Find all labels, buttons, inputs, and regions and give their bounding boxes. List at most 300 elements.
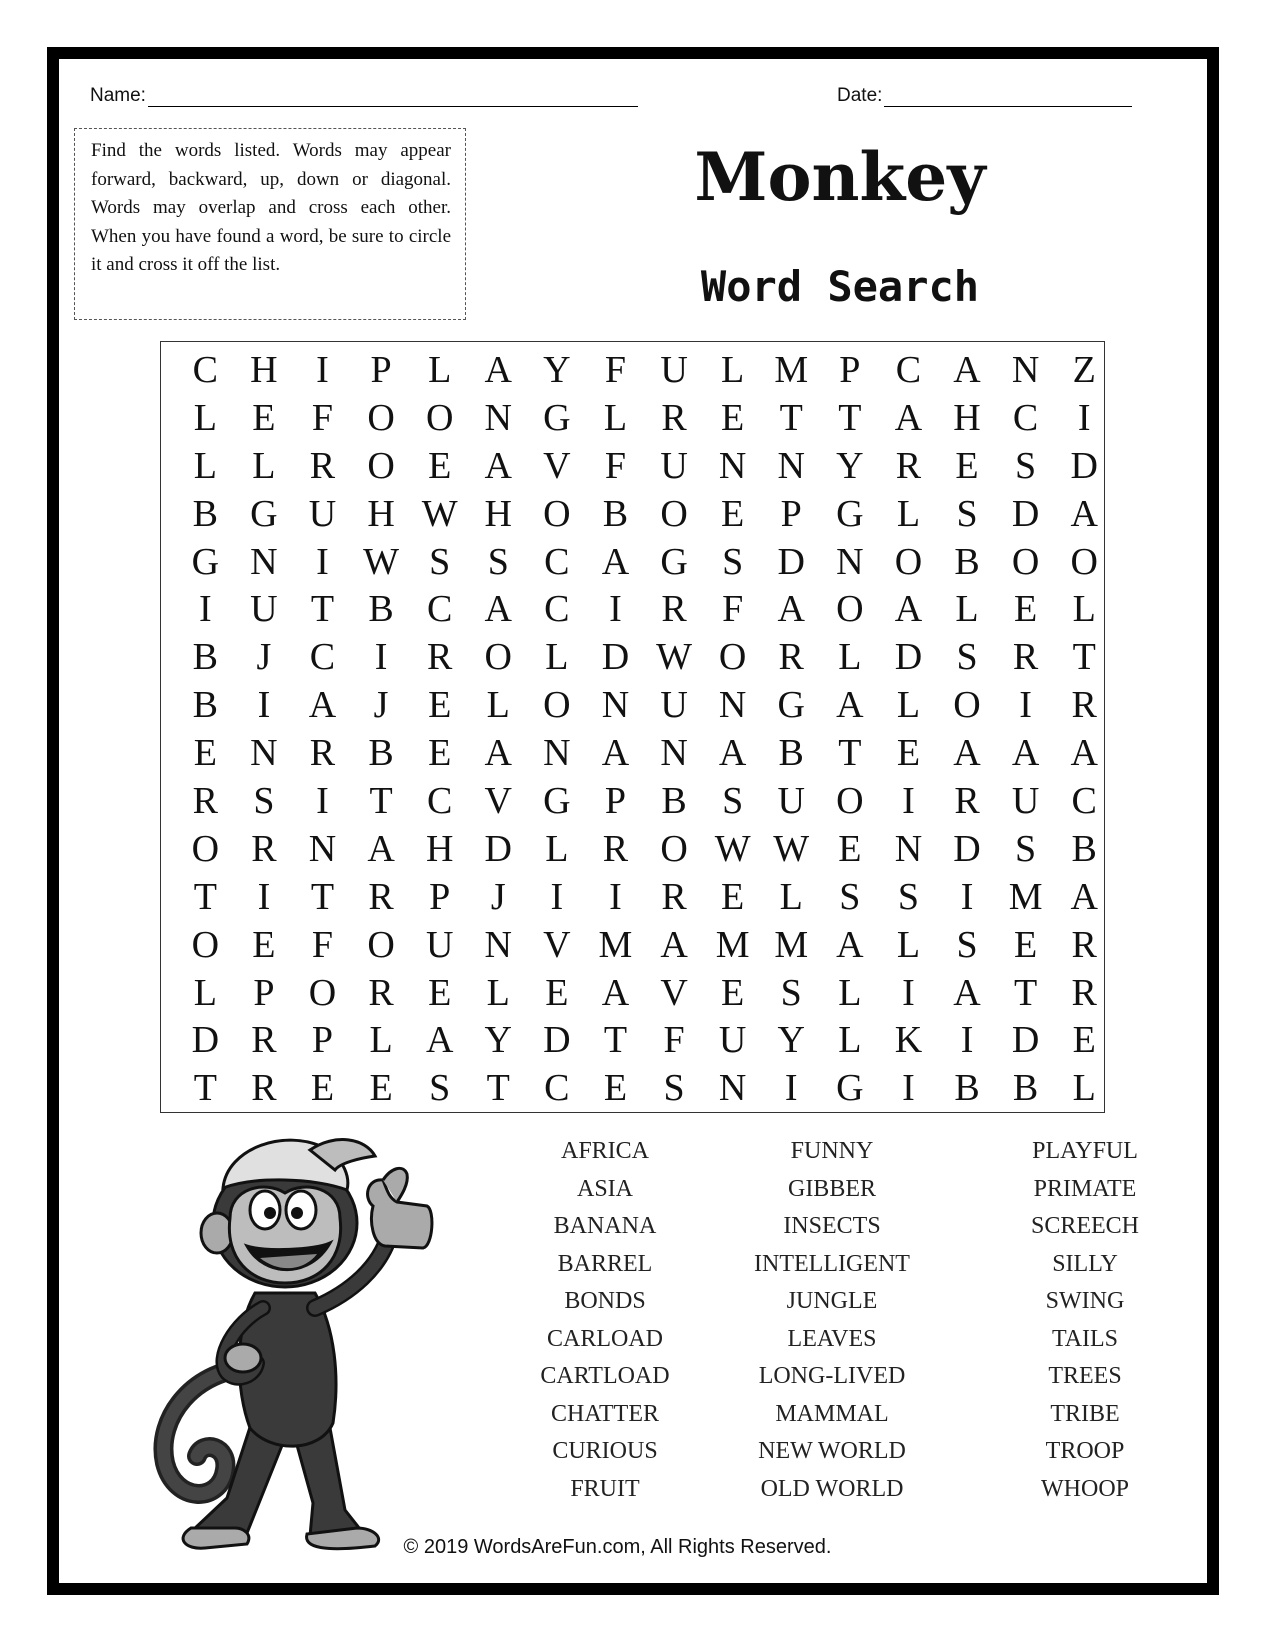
grid-letter[interactable]: N (484, 396, 512, 439)
grid-letter[interactable]: F (604, 444, 627, 487)
word-list-item: TAILS (1051, 1325, 1119, 1352)
grid-letter[interactable]: M (715, 923, 750, 966)
grid-letter[interactable]: L (896, 492, 921, 535)
grid-letter[interactable]: E (838, 827, 862, 870)
grid-letter[interactable]: T (310, 875, 335, 918)
monkey-mascot-icon (135, 1118, 470, 1558)
grid-letter[interactable]: C (544, 1067, 570, 1110)
word-list-item: ASIA (576, 1175, 633, 1202)
grid-letter[interactable]: L (486, 971, 510, 1014)
grid-letter[interactable]: L (369, 1019, 393, 1062)
grid-letter[interactable]: S (429, 540, 451, 583)
grid-letter[interactable]: O (894, 540, 923, 583)
grid-letter[interactable]: N (543, 732, 571, 775)
grid-letter[interactable]: S (429, 1067, 451, 1110)
grid-letter[interactable]: E (252, 396, 276, 439)
grid-letter[interactable]: A (953, 348, 981, 391)
grid-letter[interactable]: R (778, 636, 804, 679)
word-search-grid (160, 341, 1105, 1113)
grid-letter[interactable]: J (256, 636, 272, 679)
grid-letter[interactable]: T (1072, 636, 1096, 679)
grid-letter[interactable]: L (1072, 588, 1096, 631)
word-list-item: MAMMAL (775, 1400, 889, 1427)
grid-letter[interactable]: A (425, 1019, 454, 1062)
grid-letter[interactable]: I (374, 636, 388, 679)
grid-letter[interactable]: G (836, 1067, 864, 1110)
grid-letter[interactable]: E (545, 971, 569, 1014)
grid-letter[interactable]: L (838, 971, 862, 1014)
grid-letter[interactable]: S (1015, 444, 1037, 487)
grid-letter[interactable]: U (777, 779, 805, 822)
grid-letter[interactable]: L (545, 827, 569, 870)
grid-letter[interactable]: N (660, 732, 688, 775)
grid-letter[interactable]: R (602, 827, 629, 870)
grid-letter[interactable]: L (603, 396, 628, 439)
grid-letter[interactable]: G (836, 492, 864, 535)
grid-letter[interactable]: O (836, 588, 864, 631)
grid-letter[interactable]: L (896, 923, 921, 966)
grid-letter[interactable]: E (252, 923, 276, 966)
grid-letter[interactable]: R (251, 1019, 277, 1062)
grid-letter[interactable]: P (780, 492, 802, 535)
grid-letter[interactable]: B (192, 684, 218, 727)
grid-letter[interactable]: L (838, 636, 862, 679)
grid-letter[interactable]: V (543, 923, 571, 966)
grid-letter[interactable]: R (1071, 684, 1097, 727)
grid-letter[interactable]: I (316, 779, 329, 822)
grid-letter[interactable]: R (251, 827, 277, 870)
grid-letter[interactable]: O (660, 827, 688, 870)
grid-letter[interactable]: O (1011, 540, 1040, 583)
grid-letter[interactable]: B (1012, 1067, 1039, 1110)
grid-letter[interactable]: E (1014, 588, 1038, 631)
word-list-column-3 (990, 1133, 1180, 1508)
grid-letter[interactable]: F (722, 588, 744, 631)
grid-letter[interactable]: A (718, 732, 747, 775)
grid-letter[interactable]: C (544, 588, 570, 631)
grid-letter[interactable]: O (367, 444, 395, 487)
grid-letter[interactable]: A (484, 444, 512, 487)
grid-letter[interactable]: F (311, 396, 334, 439)
page-subtitle: Word Search (700, 262, 980, 311)
grid-letter[interactable]: C (1071, 779, 1097, 822)
grid-letter[interactable]: B (192, 492, 218, 535)
word-list-item: AFRICA (560, 1138, 650, 1164)
grid-letter[interactable]: I (257, 684, 271, 727)
grid-letter[interactable]: A (308, 684, 337, 727)
word-list-item: INSECTS (783, 1213, 881, 1239)
copyright-text: © 2019 WordsAreFun.com, All Rights Reserved. (403, 1536, 832, 1558)
grid-letter[interactable]: L (252, 444, 276, 487)
word-list-item: INTELLIGENT (754, 1250, 910, 1277)
grid-letter[interactable]: L (193, 444, 217, 487)
grid-letter[interactable]: S (897, 875, 919, 918)
grid-letter[interactable]: L (838, 1019, 862, 1062)
grid-letter[interactable]: A (601, 732, 630, 775)
grid-letter[interactable]: P (604, 779, 627, 822)
grid-letter[interactable]: O (953, 684, 981, 727)
grid-letter[interactable]: R (368, 875, 394, 918)
grid-letter[interactable]: S (253, 779, 275, 822)
grid-letter[interactable]: A (367, 827, 395, 870)
grid-letter[interactable]: L (193, 396, 217, 439)
grid-letter[interactable]: G (777, 684, 805, 727)
grid-letter[interactable]: L (486, 684, 510, 727)
grid-letter[interactable]: T (838, 732, 862, 775)
grid-letter[interactable]: G (191, 540, 220, 583)
word-list-item: CHATTER (551, 1400, 659, 1427)
grid-letter[interactable]: L (545, 636, 569, 679)
word-list-item: PLAYFUL (1032, 1138, 1138, 1164)
grid-letter[interactable]: C (426, 779, 453, 822)
grid-letter[interactable]: I (609, 875, 622, 918)
grid-letter[interactable]: T (193, 1067, 217, 1110)
grid-letter[interactable]: A (953, 732, 981, 775)
grid-letter[interactable]: A (484, 588, 512, 631)
grid-letter[interactable]: R (309, 732, 336, 775)
grid-letter[interactable]: N (718, 444, 747, 487)
grid-letter[interactable]: K (894, 1019, 923, 1062)
word-list-item: LEAVES (787, 1325, 877, 1352)
date-label: Date: (837, 85, 883, 106)
grid-letter[interactable]: S (722, 779, 744, 822)
grid-letter[interactable]: T (193, 875, 217, 918)
grid-letter[interactable]: B (954, 540, 980, 583)
grid-letter[interactable]: B (192, 636, 218, 679)
grid-letter[interactable]: I (316, 540, 329, 583)
name-line[interactable] (148, 86, 638, 107)
grid-letter[interactable]: I (902, 779, 915, 822)
grid-letter[interactable]: C (1012, 396, 1039, 439)
grid-letter[interactable]: A (484, 732, 512, 775)
word-list-item: BARREL (557, 1250, 653, 1277)
grid-letter[interactable]: U (308, 492, 337, 535)
grid-letter[interactable]: O (191, 923, 220, 966)
grid-letter[interactable]: U (425, 923, 454, 966)
word-list-item: WHOOP (1041, 1475, 1129, 1502)
grid-letter[interactable]: W (363, 540, 400, 583)
grid-letter[interactable]: B (954, 1067, 980, 1110)
grid-letter[interactable]: E (193, 732, 217, 775)
grid-letter[interactable]: M (774, 348, 809, 391)
grid-letter[interactable]: E (1014, 923, 1038, 966)
word-list-item: CARTLOAD (540, 1363, 670, 1389)
grid-letter[interactable]: A (484, 348, 512, 391)
grid-letter[interactable]: I (1077, 396, 1091, 439)
grid-letter[interactable]: P (253, 971, 275, 1014)
grid-letter[interactable]: B (1071, 827, 1097, 870)
grid-letter[interactable]: E (369, 1067, 393, 1110)
grid-letter[interactable]: R (1071, 971, 1097, 1014)
grid-letter[interactable]: D (484, 827, 512, 870)
grid-letter[interactable]: N (1011, 348, 1040, 391)
name-field[interactable] (90, 85, 638, 107)
grid-letter[interactable]: D (543, 1019, 571, 1062)
grid-letter[interactable]: I (902, 971, 915, 1014)
grid-letter[interactable]: A (1070, 732, 1098, 775)
grid-letter[interactable]: R (661, 875, 687, 918)
grid-letter[interactable]: A (836, 923, 864, 966)
grid-letter[interactable]: I (902, 1067, 915, 1110)
word-list-item: BANANA (553, 1213, 657, 1239)
grid-letter[interactable]: L (193, 971, 217, 1014)
grid-letter[interactable]: O (308, 971, 337, 1014)
grid-letter[interactable]: N (484, 923, 512, 966)
grid-letter[interactable]: A (894, 588, 923, 631)
grid-letter[interactable]: G (250, 492, 278, 535)
grid-letter[interactable]: Y (543, 348, 571, 391)
grid-letter[interactable]: D (953, 827, 981, 870)
copyright-footer (0, 1536, 1275, 1559)
grid-letter[interactable]: C (426, 588, 453, 631)
grid-letter[interactable]: R (661, 396, 687, 439)
grid-letter[interactable]: H (425, 827, 454, 870)
grid-letter[interactable]: D (1011, 492, 1040, 535)
grid-letter[interactable]: A (777, 588, 805, 631)
word-list-item: BONDS (564, 1288, 646, 1314)
grid-letter[interactable]: Y (484, 1019, 512, 1062)
grid-letter[interactable]: I (960, 1019, 974, 1062)
grid-letter[interactable]: F (663, 1019, 685, 1062)
grid-letter[interactable]: R (954, 779, 980, 822)
grid-letter[interactable]: I (784, 1067, 798, 1110)
date-line[interactable] (884, 86, 1132, 107)
grid-letter[interactable]: N (836, 540, 864, 583)
word-list-item: JUNGLE (786, 1288, 878, 1314)
grid-letter[interactable]: H (484, 492, 512, 535)
page-title: Monkey (694, 138, 986, 216)
grid-letter[interactable]: U (660, 684, 688, 727)
grid-letter[interactable]: T (838, 396, 862, 439)
grid-letter[interactable]: I (257, 875, 271, 918)
grid-letter[interactable]: R (426, 636, 453, 679)
grid-letter[interactable]: S (839, 875, 861, 918)
grid-letter[interactable]: H (953, 396, 981, 439)
grid-letter[interactable]: R (1012, 636, 1039, 679)
grid-letter[interactable]: E (1072, 1019, 1096, 1062)
grid-letter[interactable]: P (370, 348, 392, 391)
grid-letter[interactable]: I (960, 875, 974, 918)
grid-letter[interactable]: N (718, 1067, 747, 1110)
grid-letter[interactable]: S (487, 540, 509, 583)
grid-letter[interactable]: P (311, 1019, 334, 1062)
grid-letter[interactable]: E (310, 1067, 335, 1110)
grid-letter[interactable]: U (1011, 779, 1040, 822)
word-list-item: SCREECH (1030, 1213, 1140, 1239)
grid-letter[interactable]: N (777, 444, 805, 487)
letter-grid (176, 346, 1114, 1112)
grid-letter[interactable]: A (1070, 492, 1098, 535)
grid-letter[interactable]: R (895, 444, 922, 487)
grid-letter[interactable]: B (778, 732, 804, 775)
grid-letter[interactable]: O (1070, 540, 1098, 583)
grid-letter[interactable]: D (191, 1019, 220, 1062)
grid-letter[interactable]: I (1019, 684, 1032, 727)
grid-letter[interactable]: O (191, 827, 220, 870)
grid-letter[interactable]: Y (777, 1019, 805, 1062)
grid-letter[interactable]: G (543, 396, 571, 439)
grid-letter[interactable]: S (722, 540, 744, 583)
grid-letter[interactable]: E (955, 444, 979, 487)
grid-letter[interactable]: W (421, 492, 458, 535)
grid-letter[interactable]: A (1070, 875, 1098, 918)
grid-letter[interactable]: O (484, 636, 512, 679)
word-list-item: TROOP (1045, 1438, 1125, 1464)
grid-letter[interactable]: B (368, 732, 394, 775)
grid-letter[interactable]: S (956, 923, 978, 966)
grid-letter[interactable]: A (894, 396, 923, 439)
grid-letter[interactable]: O (718, 636, 747, 679)
grid-letter[interactable]: I (550, 875, 564, 918)
grid-letter[interactable]: U (660, 348, 688, 391)
grid-letter[interactable]: T (603, 1019, 628, 1062)
grid-letter[interactable]: C (895, 348, 922, 391)
grid-letter[interactable]: T (486, 1067, 510, 1110)
grid-letter[interactable]: E (896, 732, 921, 775)
word-list-column-2 (737, 1133, 927, 1508)
grid-letter[interactable]: E (721, 875, 745, 918)
grid-letter[interactable]: I (198, 588, 212, 631)
grid-letter[interactable]: U (250, 588, 278, 631)
grid-letter[interactable]: O (367, 923, 395, 966)
grid-letter[interactable]: O (543, 684, 571, 727)
grid-letter[interactable]: A (1011, 732, 1040, 775)
grid-letter[interactable]: Y (836, 444, 864, 487)
date-field[interactable] (837, 85, 1132, 107)
word-list-item: PRIMATE (1033, 1175, 1137, 1202)
grid-letter[interactable]: T (1014, 971, 1038, 1014)
word-list-item: GIBBER (787, 1175, 876, 1202)
grid-letter[interactable]: A (660, 923, 688, 966)
grid-letter[interactable]: T (369, 779, 393, 822)
grid-letter[interactable]: J (373, 684, 389, 727)
grid-letter[interactable]: W (714, 827, 751, 870)
word-list-item: NEW WORLD (758, 1438, 906, 1464)
grid-letter[interactable]: O (367, 396, 395, 439)
instructions-box: Find the words listed. Words may appear forward, backward, up, down or diagonal. Words may overlap and cross each other. When you have found a word, be sure to circle it and cross it off the list. (74, 128, 466, 320)
word-list-item: CARLOAD (546, 1325, 663, 1352)
grid-letter[interactable]: N (718, 684, 747, 727)
grid-letter[interactable]: G (660, 540, 688, 583)
grid-letter[interactable]: T (779, 396, 803, 439)
grid-letter[interactable]: S (956, 636, 978, 679)
grid-letter[interactable]: C (192, 348, 218, 391)
grid-letter[interactable]: R (368, 971, 394, 1014)
grid-letter[interactable]: E (721, 396, 745, 439)
grid-letter[interactable]: N (894, 827, 923, 870)
grid-letter[interactable]: F (311, 923, 334, 966)
grid-letter[interactable]: S (663, 1067, 685, 1110)
grid-letter[interactable]: H (367, 492, 395, 535)
grid-letter[interactable]: O (836, 779, 864, 822)
grid-letter[interactable]: R (661, 588, 687, 631)
grid-letter[interactable]: N (250, 732, 278, 775)
grid-letter[interactable]: S (780, 971, 802, 1014)
grid-letter[interactable]: S (1015, 827, 1037, 870)
grid-letter[interactable]: Z (1072, 348, 1096, 391)
grid-letter[interactable]: W (773, 827, 810, 870)
grid-letter[interactable]: V (484, 779, 512, 822)
grid-letter[interactable]: C (309, 636, 336, 679)
grid-letter[interactable]: W (656, 636, 692, 679)
grid-letter[interactable]: P (429, 875, 451, 918)
word-list-column-1 (510, 1133, 700, 1508)
grid-letter[interactable]: R (251, 1067, 277, 1110)
grid-letter[interactable]: L (779, 875, 803, 918)
word-list-item: SWING (1045, 1288, 1125, 1314)
word-list-item: FUNNY (790, 1138, 874, 1164)
grid-letter[interactable]: A (601, 971, 630, 1014)
grid-letter[interactable]: H (250, 348, 278, 391)
grid-letter[interactable]: F (604, 348, 627, 391)
grid-letter[interactable]: J (490, 875, 506, 918)
grid-letter[interactable]: R (309, 444, 336, 487)
grid-letter[interactable]: T (310, 588, 335, 631)
word-list-item: OLD WORLD (760, 1475, 904, 1502)
grid-letter[interactable]: V (543, 444, 571, 487)
word-list-item: CURIOUS (552, 1438, 658, 1464)
grid-letter[interactable]: U (718, 1019, 747, 1062)
grid-letter[interactable]: L (1072, 1067, 1096, 1110)
grid-letter[interactable]: U (660, 444, 688, 487)
grid-letter[interactable]: E (721, 492, 745, 535)
grid-letter[interactable]: O (660, 492, 688, 535)
grid-letter[interactable]: R (192, 779, 218, 822)
grid-letter[interactable]: D (894, 636, 923, 679)
grid-letter[interactable]: L (428, 348, 452, 391)
grid-letter[interactable]: D (1070, 444, 1098, 487)
word-list-item: TREES (1048, 1363, 1122, 1389)
grid-letter[interactable]: M (774, 923, 809, 966)
grid-letter[interactable]: E (428, 971, 452, 1014)
grid-letter[interactable]: D (1011, 1019, 1040, 1062)
grid-letter[interactable]: E (721, 971, 745, 1014)
grid-letter[interactable]: C (544, 540, 570, 583)
grid-letter[interactable]: I (609, 588, 622, 631)
grid-letter[interactable]: D (777, 540, 805, 583)
grid-letter[interactable]: O (425, 396, 454, 439)
grid-letter[interactable]: M (598, 923, 633, 966)
grid-letter[interactable]: R (1071, 923, 1097, 966)
grid-letter[interactable]: V (660, 971, 688, 1014)
grid-letter[interactable]: B (661, 779, 687, 822)
grid-letter[interactable]: L (721, 348, 745, 391)
grid-letter[interactable]: N (308, 827, 337, 870)
grid-letter[interactable]: A (953, 971, 981, 1014)
grid-letter[interactable]: B (602, 492, 629, 535)
grid-letter[interactable]: S (956, 492, 978, 535)
grid-letter[interactable]: L (896, 684, 921, 727)
grid-letter[interactable]: E (428, 732, 452, 775)
grid-letter[interactable]: M (1008, 875, 1043, 918)
grid-letter[interactable]: I (316, 348, 329, 391)
grid-letter[interactable]: A (836, 684, 864, 727)
grid-letter[interactable]: A (601, 540, 630, 583)
grid-letter[interactable]: N (250, 540, 278, 583)
grid-letter[interactable]: E (428, 684, 452, 727)
grid-letter[interactable]: N (601, 684, 630, 727)
word-list-item: LONG-LIVED (758, 1363, 906, 1389)
grid-letter[interactable]: D (601, 636, 630, 679)
grid-letter[interactable]: B (368, 588, 394, 631)
grid-letter[interactable]: E (428, 444, 452, 487)
grid-letter[interactable]: E (603, 1067, 628, 1110)
name-label: Name: (90, 85, 146, 106)
grid-letter[interactable]: O (543, 492, 571, 535)
grid-letter[interactable]: L (955, 588, 979, 631)
grid-letter[interactable]: G (543, 779, 571, 822)
grid-letter[interactable]: P (839, 348, 861, 391)
